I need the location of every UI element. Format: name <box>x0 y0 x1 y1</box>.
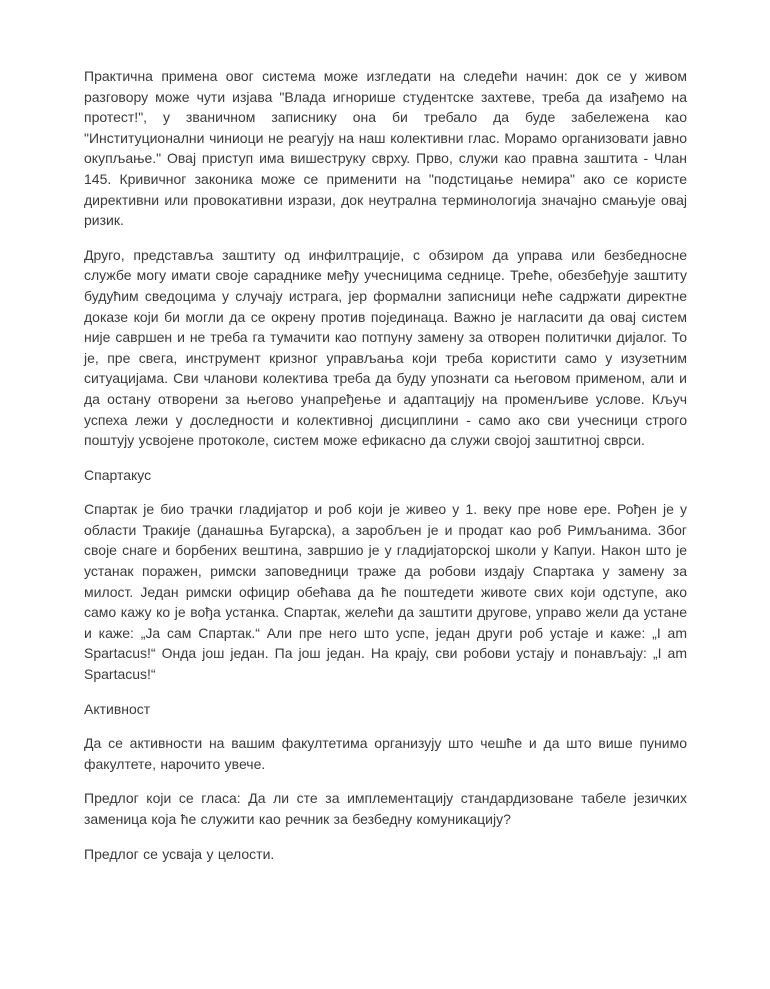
section-heading-activity: Активност <box>84 700 151 717</box>
paragraph-spartacus-story: Спартак је био трачки гладијатор и роб који је живео у 1. веку пре нове ере. Рођен је у области Тракије (данашња Бугарска), а заробљен је и продат као роб Римљанима. Због своје снаге и борбених вештина, завршио је у гладијаторској школи у Капуи. Након што је устанак поражен, римски заповедници траже да робови издају Спартака у замену за милост. Један римски официр обећава да ће поштедети животе свих који одступе, ако само кажу ко је вођа устанка. Спартак, желећи да заштити другове, управо жели да устане и каже: „Ја сам Спартак.“ Али пре него што успе, један други роб устаје и каже: „I am Spartacus!“ Онда још један. Па још један. На крају, сви робови устају и понављају: „I am Spartacus!“ <box>84 501 687 683</box>
section-heading-spartacus: Спартакус <box>84 466 152 483</box>
document-text-column <box>84 66 687 878</box>
paragraph-activity-faculties: Да се активности на вашим факултетима организују што чешће и да што више пунимо факултете, нарочито увече. <box>84 735 687 772</box>
paragraph-proposal-adopted: Предлог се усваја у целости. <box>84 845 275 862</box>
paragraph-protection-infiltration: Друго, представља заштиту од инфилтрације, с обзиром да управа или безбедносне службе могу имати своје сараднике међу учесницима седнице. Треће, обезбеђује заштиту будућим сведоцима у случају истрага, јер формални записници неће садржати директне доказе који би могли да се окрену против појединаца. Важно је нагласити да овај систем није савршен и не треба га тумачити као потпуну замену за отворен политички дијалог. То је, пре свега, инструмент кризног управљања који треба користити само у изузетним ситуацијама. Сви чланови колектива треба да буду упознати са његовом применом, али и да остану отворени за његово унапређење и адаптацију на променљиве услове. Кључ успеха лежи у доследности и колективној дисциплини - само ако сви учесници строго поштују усвојене протоколе, систем може ефикасно да служи својој заштитној сврси. <box>84 246 687 449</box>
paragraph-practical-application: Практична примена овог система може изгледати на следећи начин: док се у живом разговору може чути изјава "Влада игнорише студентске захтеве, треба да изађемо на протест!", у званичном записнику она би требало да буде забележена као "Институционални чиниоци не реагују на наш колективни глас. Морамо организовати јавно окупљање." Овај приступ има вишеструку сврху. Прво, служи као правна заштита - Члан 145. Кривичног законика може се применити на "подстицање немира" ако се користе директивни или провокативни изрази, док неутрална терминологија значајно смањује овај ризик. <box>84 68 687 229</box>
paragraph-proposal-vote: Предлог који се гласа: Да ли сте за имплементацију стандардизоване табеле језичких заменица која ће служити као речник за безбедну комуникацију? <box>84 790 687 827</box>
